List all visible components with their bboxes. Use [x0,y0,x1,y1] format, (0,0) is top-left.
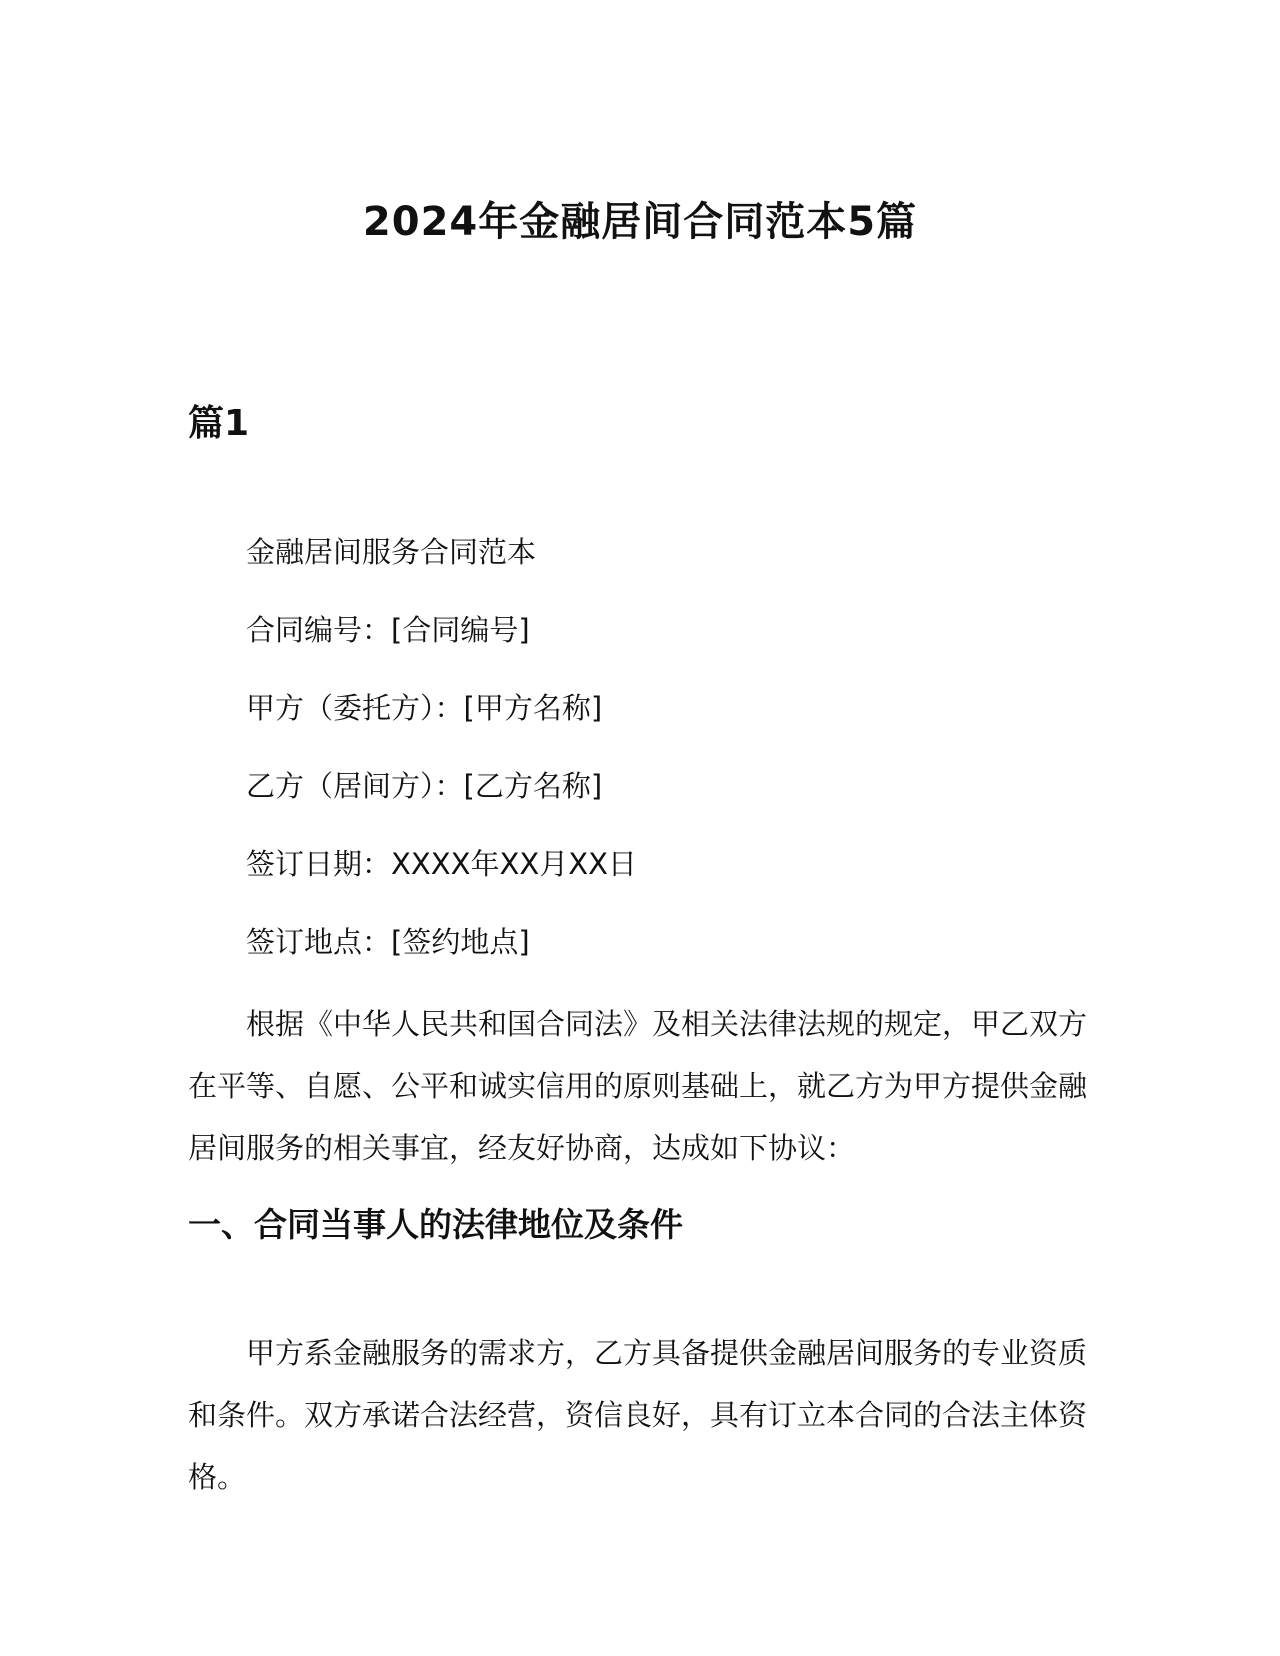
section-label: 篇1 [188,403,250,444]
document-title: 2024年金融居间合同范本5篇 [362,199,918,245]
clause-1-heading: 一、合同当事人的法律地位及条件 [188,1205,683,1244]
party-a-line: 甲方（委托方）：[甲方名称] [246,691,603,725]
signing-date-line: 签订日期：XXXX年XX月XX日 [246,847,637,881]
signing-place-line: 签订地点：[签约地点] [246,925,530,959]
intro-paragraph: 根据《中华人民共和国合同法》及相关法律法规的规定，甲乙双方在平等、自愿、公平和诚实信用的原则基础上，就乙方为甲方提供金融居间服务的相关事宜，经友好协商，达成如下协议： [188,1007,1088,1165]
clause-1-paragraph: 甲方系金融服务的需求方，乙方具备提供金融居间服务的专业资质和条件。双方承诺合法经营，资信良好，具有订立本合同的合法主体资格。 [188,1336,1088,1494]
contract-name-line: 金融居间服务合同范本 [246,535,537,569]
party-b-line: 乙方（居间方）：[乙方名称] [246,769,603,803]
contract-number-line: 合同编号：[合同编号] [246,613,530,647]
